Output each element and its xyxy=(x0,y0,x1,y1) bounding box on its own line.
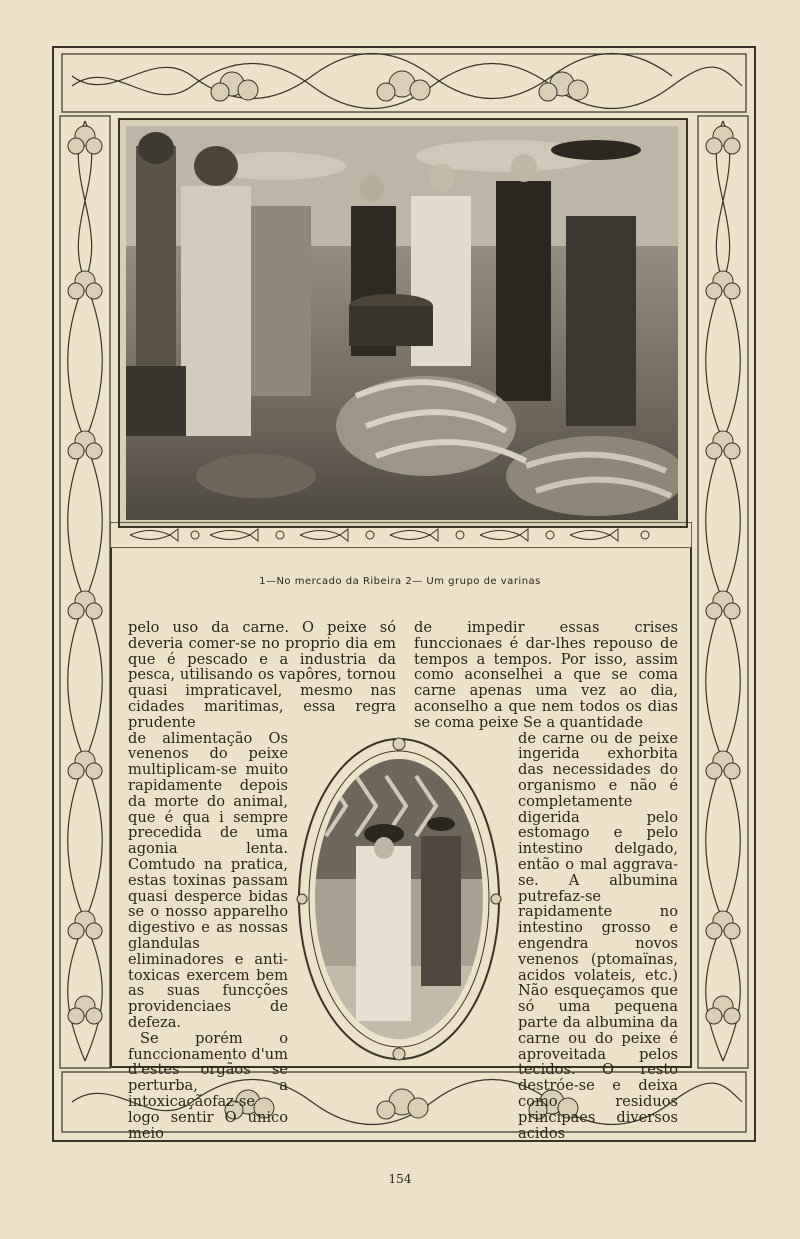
oval-frame-illustration xyxy=(296,736,502,1062)
market-photograph xyxy=(126,126,678,520)
right-paragraph-narrow: de carne ou de peixe ingerida exhorbita das necessidades do organismo e não é completamente digerida pelo estomago e pelo intestino delgado, então o mal aggrava-se. A albumina putrefaz-se rapidamente no intestino grosso e engendra novos venenos (ptomaïnas, acidos volateis, etc.) Não esqueçamos que só uma pequena parte da albumina da carne ou do peixe é aproveitada pelos tecidos. O resto destróe-se e deixa como residuos principaes diversos acidos xyxy=(518,729,678,1142)
right-paragraph-wide: de impedir essas crises funccionaes é dar-lhes repouso de tempos a tempos. Por isso, assim como aconselhei a que se coma carne apenas uma vez ao dia, aconselho a que nem todos os dias se coma peixe Se a quantidade xyxy=(414,619,678,731)
left-paragraph-narrow-2: Se porém o funccionamento d'um d'estes orgãos se perturba, a intoxicaçãofaz-se logo sentir O unico meio xyxy=(128,1029,288,1142)
left-paragraph-wide: pelo uso da carne. O peixe só deveria comer-se no proprio dia em que é pescado e a industria da pesca, utilisando os vapôres, tornou quasi impraticavel, mesmo nas cidades maritimas, essa regra prudente xyxy=(128,619,396,731)
varinas-oval-photograph xyxy=(296,736,502,1062)
photo-caption: 1—No mercado da Ribeira 2— Um grupo de varinas xyxy=(259,576,541,587)
left-paragraph-narrow-1: de alimentação Os venenos do peixe multiplicam-se muito rapidamente depois da morte do animal, que é qua i sempre precedida de uma agonia lenta. Comtudo na pratica, estas toxinas passam quasi desperce bidas se o nosso apparelho digestivo e as nossas glandulas eliminadores e anti-toxicas exercem bem as suas funcções providenciaes de defeza. xyxy=(128,729,288,1031)
market-scene-illustration xyxy=(126,126,678,520)
page-number: 154 xyxy=(388,1172,412,1186)
fish-ornament-strip xyxy=(110,522,692,548)
